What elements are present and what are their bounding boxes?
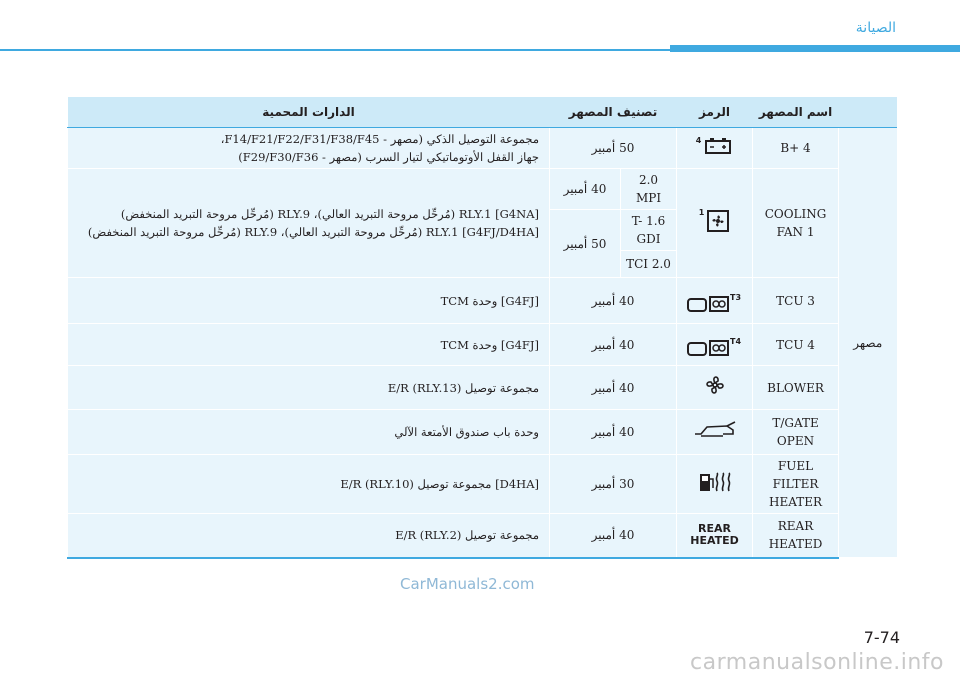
rear-heated-symbol-text: REAR HEATED: [690, 522, 739, 548]
watermark-link: CarManuals2.com: [400, 575, 535, 593]
blower-fan-icon: [703, 373, 727, 397]
col-circuit: الدارات المحمية: [68, 97, 550, 128]
transmission-icon: [686, 338, 730, 358]
circuit-line: [G4NA] RLY.1 (مُرحِّل مروحة التبريد العالي)، RLY.9 (مُرحِّل مروحة التبريد المنخفض): [120, 207, 539, 221]
table-row: [68, 169, 897, 210]
protected-circuit: [68, 128, 550, 169]
engine-variant: 2.0 TCI: [621, 251, 677, 278]
fuse-name: REAR HEATED: [753, 514, 839, 558]
protected-circuit: [G4FJ] وحدة TCM: [68, 278, 550, 324]
location-cell: مصهر: [839, 128, 897, 558]
col-fuse-name: اسم المصهر: [753, 97, 839, 128]
protected-circuit: مجموعة توصيل E/R (RLY.13): [68, 366, 550, 410]
fuse-table: [67, 97, 897, 559]
table-header-row: [68, 97, 897, 128]
table-row: [68, 455, 897, 514]
table-row: [68, 324, 897, 366]
tailgate-icon: [693, 420, 737, 440]
symbol-superscript: T3: [730, 293, 742, 302]
fuse-name: T/GATE OPEN: [753, 410, 839, 455]
protected-circuit: وحدة باب صندوق الأمتعة الآلي: [68, 410, 550, 455]
symbol-cell: [677, 455, 753, 514]
protected-circuit: مجموعة توصيل E/R (RLY.2): [68, 514, 550, 558]
fuel-filter-heater-icon: [697, 471, 733, 493]
table-row: [68, 410, 897, 455]
fuse-name: TCU 4: [753, 324, 839, 366]
symbol-superscript: 4: [695, 135, 702, 145]
symbol-cell: [677, 128, 753, 169]
table-row: [68, 278, 897, 324]
transmission-icon: [686, 294, 730, 314]
symbol-superscript: 1: [698, 207, 705, 217]
fuse-rating: 40 أمبير: [550, 366, 677, 410]
table-row: [68, 128, 897, 169]
engine-variant: 2.0 MPI: [621, 169, 677, 210]
symbol-cell: [677, 514, 753, 558]
col-symbol: الرمز: [677, 97, 753, 128]
circuit-line: جهاز القفل الأوتوماتيكي لتيار السرب (مصهر - F29/F30/F36): [238, 150, 539, 164]
fuse-rating: 50 أمبير: [550, 210, 621, 278]
fuse-name: BLOWER: [753, 366, 839, 410]
fuse-name: B+ 4: [753, 128, 839, 169]
fuse-rating: 40 أمبير: [550, 169, 621, 210]
symbol-cell: [677, 278, 753, 324]
symbol-cell: [677, 366, 753, 410]
page-number: 7-74: [863, 628, 900, 647]
fuse-rating: 30 أمبير: [550, 455, 677, 514]
battery-icon: [703, 137, 733, 155]
protected-circuit: [68, 169, 550, 278]
table-row: [68, 366, 897, 410]
col-rating: تصنيف المصهر: [550, 97, 677, 128]
fuse-name: TCU 3: [753, 278, 839, 324]
fuse-rating: 40 أمبير: [550, 278, 677, 324]
symbol-superscript: T4: [730, 337, 742, 346]
cooling-fan-icon: [706, 209, 730, 233]
fuse-rating: 50 أمبير: [550, 128, 677, 169]
fuse-name: FUEL FILTER HEATER: [753, 455, 839, 514]
protected-circuit: [G4FJ] وحدة TCM: [68, 324, 550, 366]
section-title: الصيانة: [855, 20, 896, 36]
symbol-cell: [677, 324, 753, 366]
engine-variant: 1.6 T-GDI: [621, 210, 677, 251]
header-rule-thick: [670, 45, 960, 52]
table-row: [68, 514, 897, 558]
fuse-rating: 40 أمبير: [550, 324, 677, 366]
fuse-rating: 40 أمبير: [550, 514, 677, 558]
circuit-line: [G4FJ/D4HA] RLY.1 (مُرحِّل مروحة التبريد العالي)، RLY.9 (مُرحِّل مروحة التبريد المنخفض): [87, 225, 539, 239]
circuit-line: مجموعة التوصيل الذكي (مصهر - F14/F21/F22/F31/F38/F45،: [220, 132, 539, 146]
symbol-cell: [677, 169, 753, 278]
fuse-rating: 40 أمبير: [550, 410, 677, 455]
header-rule-thin: [0, 49, 670, 51]
protected-circuit: [D4HA] مجموعة توصيل E/R (RLY.10): [68, 455, 550, 514]
col-location: [839, 97, 897, 128]
footer-watermark: carmanualsonline.info: [690, 650, 944, 675]
symbol-cell: [677, 410, 753, 455]
fuse-name: COOLING FAN 1: [753, 169, 839, 278]
